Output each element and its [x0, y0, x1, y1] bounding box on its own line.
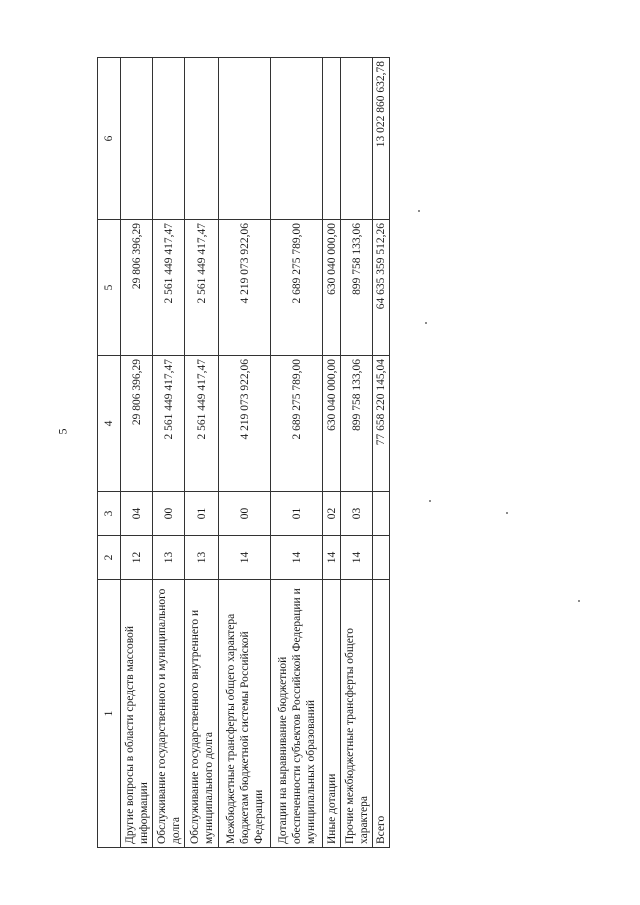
header-col-1: 1 — [98, 580, 121, 848]
row-col-5: 29 806 396,29 — [121, 220, 153, 356]
row-name: Обслуживание государственного и муниципального долга — [153, 580, 185, 848]
total-label: Всего — [373, 580, 390, 848]
row-col-5: 630 040 000,00 — [323, 220, 341, 356]
row-razdel: 13 — [153, 536, 185, 580]
row-col-5: 2 689 275 789,00 — [271, 220, 323, 356]
row-name: Межбюджетные трансферты общего характера бюджетам бюджетной системы Российской Федерации — [219, 580, 271, 848]
scan-speck — [425, 322, 427, 324]
header-col-3: 3 — [98, 492, 121, 536]
row-col-6 — [219, 58, 271, 220]
row-col-4: 2 689 275 789,00 — [271, 356, 323, 492]
row-podrazdel: 02 — [323, 492, 341, 536]
header-row — [98, 58, 121, 848]
row-col-4: 2 561 449 417,47 — [153, 356, 185, 492]
row-podrazdel: 00 — [153, 492, 185, 536]
scan-speck — [429, 500, 431, 502]
row-col-4: 2 561 449 417,47 — [185, 356, 219, 492]
row-col-6 — [323, 58, 341, 220]
row-razdel: 14 — [219, 536, 271, 580]
row-razdel: 13 — [185, 536, 219, 580]
row-razdel: 14 — [271, 536, 323, 580]
scan-speck — [506, 512, 508, 514]
page-number: 5 — [55, 428, 70, 435]
header-col-2: 2 — [98, 536, 121, 580]
row-col-6 — [341, 58, 373, 220]
row-col-6 — [271, 58, 323, 220]
row-razdel: 14 — [341, 536, 373, 580]
row-col-5: 899 758 133,06 — [341, 220, 373, 356]
row-name: Дотации на выравнивание бюджетной обеспеченности субъектов Российской Федерации и муниципальных образований — [271, 580, 323, 848]
row-name: Другие вопросы в области средств массовой информации — [121, 580, 153, 848]
header-col-4: 4 — [98, 356, 121, 492]
total-empty-2 — [373, 536, 390, 580]
row-name: Иные дотации — [323, 580, 341, 848]
budget-table — [97, 57, 390, 848]
table-row — [121, 58, 153, 848]
row-podrazdel: 01 — [271, 492, 323, 536]
row-podrazdel: 04 — [121, 492, 153, 536]
row-podrazdel: 03 — [341, 492, 373, 536]
row-col-4: 899 758 133,06 — [341, 356, 373, 492]
table-row — [341, 58, 373, 848]
row-col-4: 29 806 396,29 — [121, 356, 153, 492]
row-col-4: 630 040 000,00 — [323, 356, 341, 492]
total-col-4: 77 658 220 145,04 — [373, 356, 390, 492]
row-podrazdel: 00 — [219, 492, 271, 536]
row-col-6 — [121, 58, 153, 220]
header-col-6: 6 — [98, 58, 121, 220]
row-col-6 — [185, 58, 219, 220]
table-row — [271, 58, 323, 848]
row-col-4: 4 219 073 922,06 — [219, 356, 271, 492]
total-col-5: 64 635 359 512,26 — [373, 220, 390, 356]
row-col-6 — [153, 58, 185, 220]
row-razdel: 12 — [121, 536, 153, 580]
header-col-5: 5 — [98, 220, 121, 356]
table-row — [323, 58, 341, 848]
total-row — [373, 58, 390, 848]
scan-speck — [418, 210, 420, 212]
table-row — [153, 58, 185, 848]
table-row — [219, 58, 271, 848]
row-podrazdel: 01 — [185, 492, 219, 536]
row-col-5: 2 561 449 417,47 — [153, 220, 185, 356]
rotated-table-container — [97, 58, 387, 848]
row-col-5: 4 219 073 922,06 — [219, 220, 271, 356]
row-name: Обслуживание государственного внутреннего и муниципального долга — [185, 580, 219, 848]
total-empty-3 — [373, 492, 390, 536]
scan-speck — [578, 600, 580, 602]
table-row — [185, 58, 219, 848]
total-col-6: 13 022 860 632,78 — [373, 58, 390, 220]
row-name: Прочие межбюджетные трансферты общего характера — [341, 580, 373, 848]
row-razdel: 14 — [323, 536, 341, 580]
row-col-5: 2 561 449 417,47 — [185, 220, 219, 356]
